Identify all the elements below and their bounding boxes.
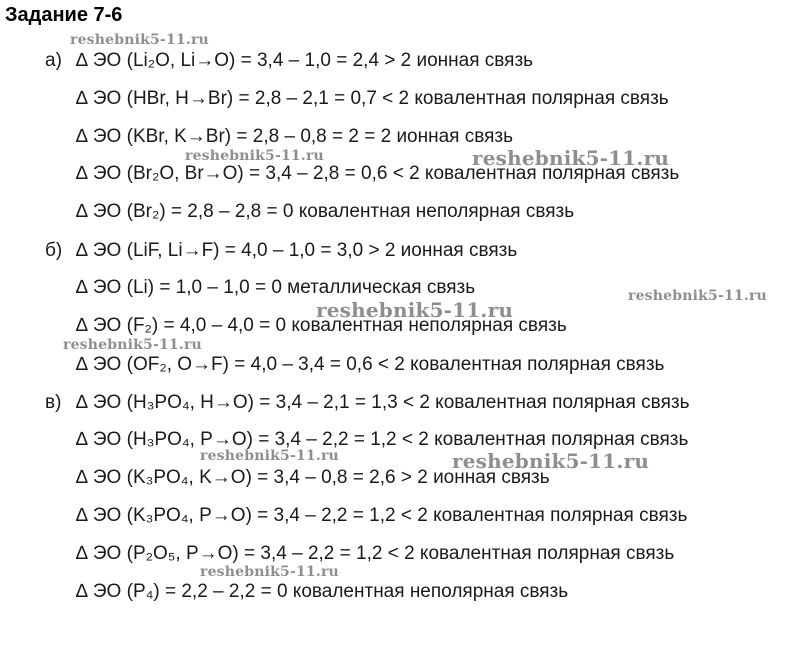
equation-line: ∆ ЭО (Br₂O, Br→O) = 3,4 – 2,8 = 0,6 < 2 ковалентная полярная связь bbox=[76, 163, 680, 184]
part-c-label: в) bbox=[45, 392, 62, 413]
equation-line: ∆ ЭО (HBr, H→Br) = 2,8 – 2,1 = 0,7 < 2 ковалентная полярная связь bbox=[76, 88, 669, 109]
watermark: reshebnik5-11.ru bbox=[316, 298, 514, 322]
watermark: reshebnik5-11.ru bbox=[628, 288, 767, 304]
watermark: reshebnik5-11.ru bbox=[200, 564, 339, 580]
watermark: reshebnik5-11.ru bbox=[70, 32, 209, 48]
equation-line: ∆ ЭО (LiF, Li→F) = 4,0 – 1,0 = 3,0 > 2 ионная связь bbox=[76, 240, 518, 261]
equation-line: ∆ ЭО (P₄) = 2,2 – 2,2 = 0 ковалентная неполярная связь bbox=[76, 581, 569, 602]
equation-line: ∆ ЭО (F₂) = 4,0 – 4,0 = 0 ковалентная неполярная связь bbox=[76, 315, 567, 336]
equation-line: ∆ ЭО (K₃PO₄, K→O) = 3,4 – 0,8 = 2,6 > 2 ионная связь bbox=[76, 467, 550, 488]
equation-line: ∆ ЭО (OF₂, O→F) = 4,0 – 3,4 = 0,6 < 2 ковалентная полярная связь bbox=[76, 354, 665, 375]
equation-line: ∆ ЭО (Li₂O, Li→O) = 3,4 – 1,0 = 2,4 > 2 ионная связь bbox=[76, 50, 534, 71]
equation-line: ∆ ЭО (P₂O₅, P→O) = 3,4 – 2,2 = 1,2 < 2 ковалентная полярная связь bbox=[76, 543, 675, 564]
equation-line: ∆ ЭО (K₃PO₄, P→O) = 3,4 – 2,2 = 1,2 < 2 ковалентная полярная связь bbox=[76, 505, 688, 526]
watermark: reshebnik5-11.ru bbox=[185, 148, 324, 164]
equation-line: ∆ ЭО (Li) = 1,0 – 1,0 = 0 металлическая связь bbox=[76, 277, 476, 298]
part-b-label: б) bbox=[45, 240, 63, 261]
equation-line: ∆ ЭО (KBr, K→Br) = 2,8 – 0,8 = 2 = 2 ионная связь bbox=[76, 126, 514, 147]
watermark: reshebnik5-11.ru bbox=[452, 449, 650, 473]
watermark: reshebnik5-11.ru bbox=[63, 337, 202, 353]
part-a-label: а) bbox=[45, 50, 62, 71]
watermark: reshebnik5-11.ru bbox=[200, 448, 339, 464]
equation-line: ∆ ЭО (Br₂) = 2,8 – 2,8 = 0 ковалентная неполярная связь bbox=[76, 201, 575, 222]
equation-line: ∆ ЭО (H₃PO₄, P→O) = 3,4 – 2,2 = 1,2 < 2 ковалентная полярная связь bbox=[76, 429, 689, 450]
watermark: reshebnik5-11.ru bbox=[472, 146, 670, 170]
task-title: Задание 7-6 bbox=[5, 4, 123, 26]
equation-line: ∆ ЭО (H₃PO₄, H→O) = 3,4 – 2,1 = 1,3 < 2 ковалентная полярная связь bbox=[76, 392, 690, 413]
